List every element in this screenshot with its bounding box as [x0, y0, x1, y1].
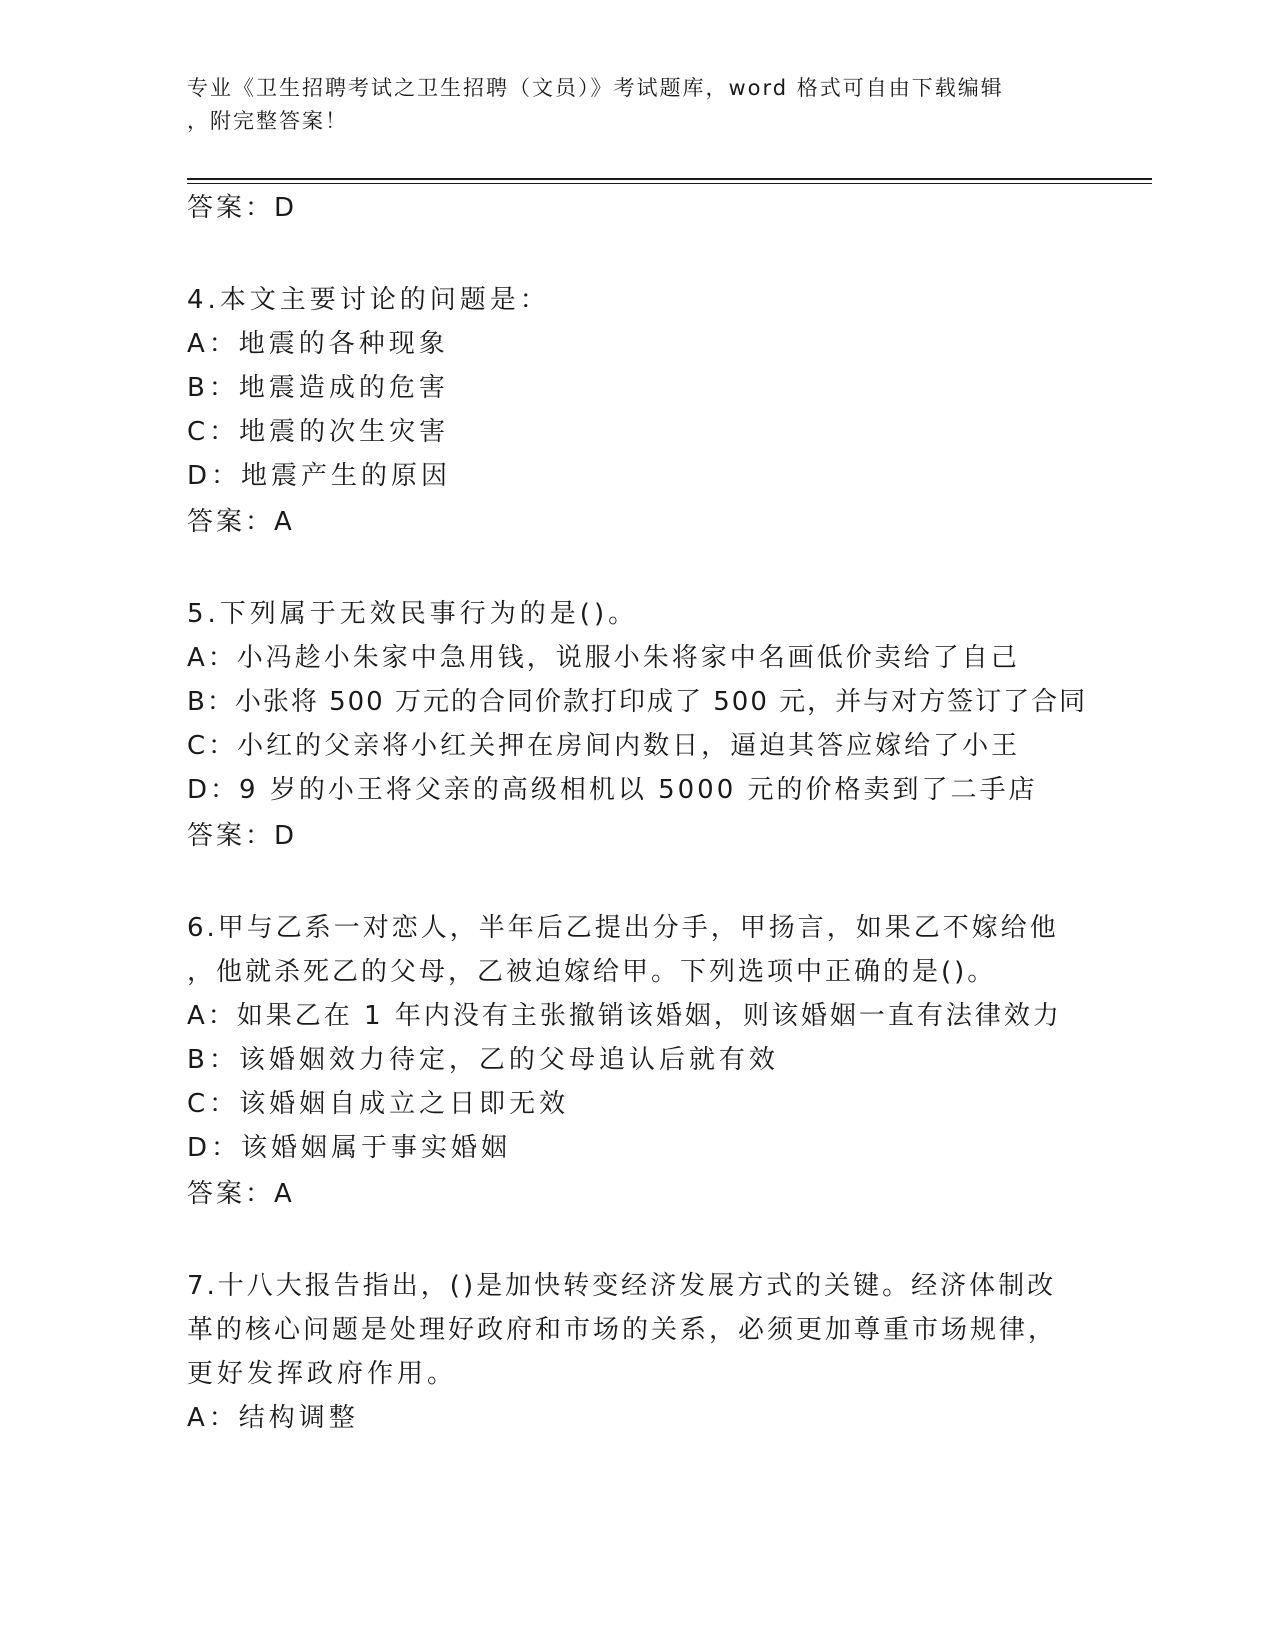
q6-option-d: D：该婚姻属于事实婚姻 — [187, 1133, 512, 1163]
q6-option-c: C：该婚姻自成立之日即无效 — [187, 1089, 570, 1119]
header-rule-thin — [187, 183, 1152, 184]
header-rule-thick — [187, 178, 1152, 180]
q7-option-a: A：结构调整 — [187, 1403, 359, 1433]
q4-option-a: A：地震的各种现象 — [187, 329, 449, 359]
q5-option-c: C：小红的父亲将小红关押在房间内数日，逼迫其答应嫁给了小王 — [187, 731, 1021, 761]
q4-stem: 4.本文主要讨论的问题是： — [187, 285, 550, 315]
q4-option-d: D：地震产生的原因 — [187, 461, 452, 491]
q6-option-b: B：该婚姻效力待定，乙的父母追认后就有效 — [187, 1045, 779, 1075]
q5-stem: 5.下列属于无效民事行为的是()。 — [187, 599, 639, 629]
q6-stem-line-2: ，他就杀死乙的父母，乙被迫嫁给甲。下列选项中正确的是()。 — [187, 957, 997, 987]
page-header — [187, 72, 1067, 138]
header-line-1: 专业《卫生招聘考试之卫生招聘（文员）》考试题库，word 格式可自由下载编辑 — [187, 76, 1004, 100]
q6-answer: 答案：A — [187, 1179, 295, 1209]
q7-stem-line-2: 革的核心问题是处理好政府和市场的关系，必须更加尊重市场规律， — [187, 1315, 1058, 1345]
q6-option-a: A：如果乙在 1 年内没有主张撤销该婚姻，则该婚姻一直有法律效力 — [187, 1001, 1062, 1031]
q5-option-a: A：小冯趁小朱家中急用钱，说服小朱将家中名画低价卖给了自己 — [187, 643, 1020, 673]
q4-answer: 答案：A — [187, 507, 295, 537]
header-line-2: ，附完整答案！ — [187, 109, 348, 133]
q3-answer: 答案：D — [187, 193, 298, 223]
q4-option-c: C：地震的次生灾害 — [187, 417, 450, 447]
q5-option-d: D：9 岁的小王将父亲的高级相机以 5000 元的价格卖到了二手店 — [187, 775, 1038, 805]
q7-stem-line-3: 更好发挥政府作用。 — [187, 1359, 458, 1389]
q7-stem-line-1: 7.十八大报告指出，()是加快转变经济发展方式的关键。经济体制改 — [187, 1271, 1057, 1301]
q4-option-b: B：地震造成的危害 — [187, 373, 449, 403]
q6-stem-line-1: 6.甲与乙系一对恋人，半年后乙提出分手，甲扬言，如果乙不嫁给他 — [187, 913, 1059, 943]
q5-option-b: B：小张将 500 万元的合同价款打印成了 500 元，并与对方签订了合同 — [187, 687, 1088, 717]
q5-answer: 答案：D — [187, 821, 298, 851]
